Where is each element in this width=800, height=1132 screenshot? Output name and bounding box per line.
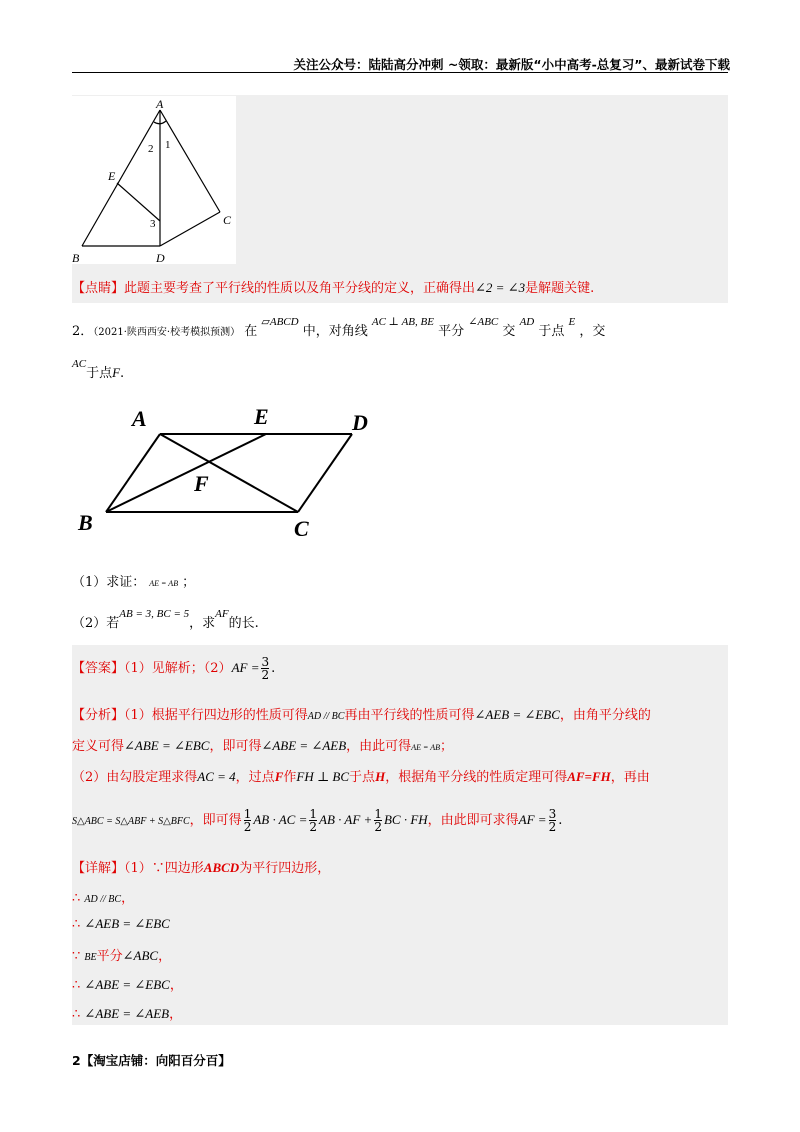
answer-label: 【答案】: [72, 661, 125, 676]
question-line-1: [72, 316, 606, 339]
parallelogram-diagram: [72, 398, 382, 548]
analysis-l3-t3: 作: [283, 770, 297, 785]
page-footer: [72, 1051, 231, 1069]
q-math-E: E: [568, 316, 576, 328]
result-den: 2: [548, 820, 557, 834]
figure-parallelogram: [72, 398, 382, 548]
answer-denominator: 2: [261, 668, 270, 682]
q-end: .: [120, 366, 125, 381]
q-math-perpendicular: AC ⊥ AB, BE: [371, 316, 434, 328]
analysis-line-3: [72, 766, 650, 785]
answer-fraction: [261, 656, 269, 681]
detail-l4-end: ，: [158, 949, 172, 964]
comment-line: [72, 277, 594, 296]
analysis-line-4: [72, 808, 562, 833]
analysis-label: 【分析】: [72, 708, 125, 723]
angle-label-3: 3: [150, 218, 156, 230]
analysis-l2-m2: ∠ABE = ∠AEB: [261, 738, 347, 753]
q-text-2: 中，对角线: [302, 324, 368, 339]
half-num-3: 1: [374, 807, 382, 821]
part-2-end: 的长.: [228, 616, 259, 631]
detail-l6-symbol: ∴: [72, 1007, 81, 1022]
analysis-l4-end: .: [558, 813, 563, 828]
q-text-5: 于点: [538, 324, 565, 339]
label-F: F: [194, 471, 209, 496]
angle-label-1: 1: [165, 139, 171, 151]
answer-numerator: 3: [261, 655, 270, 669]
analysis-l1-t2: 再由平行线的性质可得: [344, 708, 475, 723]
analysis-l3-t1: （2）由勾股定理求得: [72, 770, 198, 785]
part-1-label: （1）求证：: [72, 575, 146, 590]
part-1: [72, 571, 195, 590]
analysis-l2-t2: ，即可得: [209, 739, 262, 754]
detail-label: 【详解】: [72, 861, 125, 876]
analysis-result-fraction: [549, 808, 557, 833]
detail-l2-m: AD // BC: [84, 894, 122, 905]
label-C: C: [223, 213, 232, 227]
q-text-4: 交: [502, 324, 516, 339]
part-1-math: AE = AB: [149, 579, 179, 588]
detail-l6-end: ，: [169, 1007, 183, 1022]
q-math-AC: AC: [72, 358, 87, 370]
label-B: B: [72, 251, 80, 264]
label-A: A: [156, 97, 164, 111]
half-den-2: 2: [309, 820, 317, 834]
analysis-l3-t6: ，再由: [610, 770, 650, 785]
line-AB: [106, 434, 160, 512]
detail-line-4: [72, 945, 171, 964]
detail-l1-t2: 为平行四边形，: [239, 861, 331, 876]
comment-math: ∠2 = ∠3: [475, 280, 526, 295]
detail-l1-m: ABCD: [203, 860, 240, 875]
line-BE: [106, 434, 266, 512]
analysis-l3-H: H: [375, 769, 386, 784]
answer-line: [72, 656, 275, 681]
detail-l3-symbol: ∴: [72, 917, 81, 932]
q-text-6: ，交: [579, 324, 606, 339]
triangle-diagram: [72, 96, 236, 264]
line-DC: [160, 212, 220, 246]
question-number: 2．: [72, 324, 94, 339]
part-2-label: （2）若: [72, 616, 120, 631]
answer-math: AF =: [231, 660, 260, 675]
label-D: D: [156, 251, 165, 264]
comment-text-before: 此题主要考查了平行线的性质以及角平分线的定义，正确得出: [124, 281, 476, 296]
analysis-l1-m2: ∠AEB = ∠EBC: [474, 707, 560, 722]
half-num-1: 1: [243, 807, 252, 821]
analysis-l3-m2: FH ⊥ BC: [296, 769, 350, 784]
detail-l5-m: ∠ABE = ∠EBC: [84, 977, 170, 992]
header-divider: [72, 72, 728, 73]
half-num-2: 1: [309, 807, 317, 821]
analysis-l4-m3: AB · AF +: [319, 812, 373, 827]
analysis-line-2: [72, 735, 453, 754]
analysis-half-2: [309, 808, 317, 833]
analysis-l2-m1: ∠ABE = ∠EBC: [124, 738, 210, 753]
footer-text: 【淘宝店铺：向阳百分百】: [80, 1053, 231, 1068]
detail-l5-end: ，: [169, 978, 183, 993]
figure-triangle: [72, 96, 236, 264]
answer-box: [72, 645, 728, 1025]
answer-end: .: [271, 661, 276, 676]
part-2: [72, 608, 259, 631]
comment-label: 【点睛】: [72, 281, 125, 296]
line-AC: [160, 434, 298, 512]
analysis-l2-m3: AE = AB: [411, 743, 440, 752]
q-math-parallelogram: ▱ABCD: [261, 316, 299, 328]
page-number: 2: [72, 1053, 81, 1068]
line-ED: [117, 183, 160, 221]
page-header: 关注公众号：陆陆高分冲刺 ~领取：最新版“小中高考-总复习”、最新试卷下载: [293, 57, 730, 72]
q-math-AD: AD: [519, 316, 535, 328]
detail-l2-end: ，: [121, 891, 135, 906]
analysis-l1-m1: AD // BC: [307, 711, 345, 722]
detail-line-5: [72, 974, 183, 993]
analysis-line-1: [72, 704, 651, 723]
q-text-3: 平分: [438, 324, 465, 339]
detail-l2-symbol: ∴: [72, 891, 81, 906]
detail-line-6: [72, 1003, 182, 1022]
detail-line-2: [72, 887, 134, 906]
part-2-math-AF: AF: [215, 608, 229, 620]
analysis-l3-t2: ，过点: [235, 770, 275, 785]
detail-l1-t: （1）∵四边形: [124, 861, 204, 876]
detail-l5-symbol: ∴: [72, 978, 81, 993]
label-B: B: [78, 510, 93, 535]
result-num: 3: [548, 807, 557, 821]
q-math-F: F: [112, 365, 121, 380]
question-source: （2021·陕西西安·校考模拟预测）: [93, 327, 241, 338]
q-math-angle: ∠ABC: [468, 316, 499, 328]
analysis-l1-t3: ，由角平分线的: [559, 708, 651, 723]
analysis-l2-t1: 定义可得: [72, 739, 125, 754]
part-2-text: ，求: [189, 616, 216, 631]
label-D: D: [352, 410, 368, 435]
detail-l4-symbol: ∵: [72, 949, 81, 964]
half-den-1: 2: [243, 820, 252, 834]
analysis-l2-end: ；: [440, 739, 454, 754]
analysis-l3-F: F: [274, 769, 284, 784]
analysis-l1-t1: （1）根据平行四边形的性质可得: [124, 708, 308, 723]
angle-label-2: 2: [148, 143, 154, 155]
analysis-l4-m1: S△ABC = S△ABF + S△BFC: [72, 816, 190, 827]
analysis-l3-m3: AF=FH: [567, 769, 611, 784]
detail-line-3: [72, 916, 170, 932]
detail-l4-t: 平分: [96, 949, 123, 964]
line-DC: [298, 434, 352, 512]
analysis-l4-m2: AB · AC =: [253, 812, 308, 827]
label-A: A: [132, 406, 147, 431]
detail-l4-m: BE: [84, 952, 97, 963]
analysis-l4-m5: AF =: [518, 812, 547, 827]
detail-l4-m2: ∠ABC: [122, 948, 159, 963]
label-E: E: [108, 169, 116, 183]
detail-l3-m: ∠AEB = ∠EBC: [84, 916, 170, 931]
answer-text: （1）见解析；（2）: [124, 661, 232, 676]
detail-line-1: [72, 857, 330, 876]
analysis-l3-t4: 于点: [349, 770, 376, 785]
label-E: E: [254, 404, 269, 429]
line-AC: [160, 110, 220, 212]
analysis-l4-t2: ，由此即可求得: [427, 813, 519, 828]
q-text-7: 于点: [86, 366, 113, 381]
analysis-half-3: [374, 808, 382, 833]
part-1-end: ；: [182, 575, 196, 590]
label-C: C: [294, 516, 309, 541]
detail-l6-m: ∠ABE = ∠AEB: [84, 1006, 170, 1021]
comment-text-after: 是解题关键.: [525, 281, 595, 296]
q-text-1: 在: [244, 324, 258, 339]
half-den-3: 2: [374, 820, 382, 834]
part-2-math: AB = 3, BC = 5: [119, 608, 190, 620]
analysis-l3-t5: ，根据角平分线的性质定理可得: [385, 770, 568, 785]
analysis-l3-m1: AC = 4: [197, 769, 236, 784]
line-AB: [82, 110, 160, 246]
analysis-l2-t3: ，由此可得: [346, 739, 412, 754]
question-line-2: [72, 358, 125, 381]
analysis-half-1: [244, 808, 252, 833]
analysis-l4-t1: ，即可得: [189, 813, 242, 828]
analysis-l4-m4: BC · FH: [383, 812, 428, 827]
